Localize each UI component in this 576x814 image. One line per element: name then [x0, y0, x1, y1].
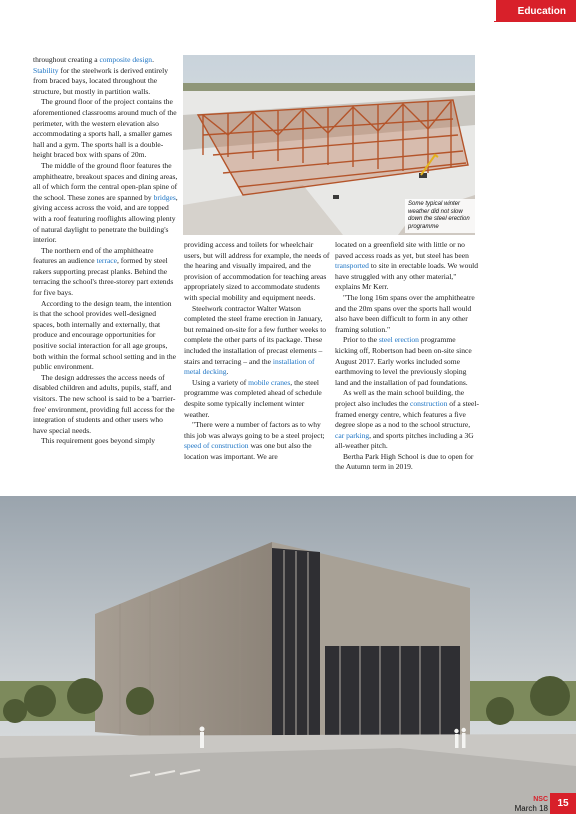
paragraph-text: , giving access across the void, and are topped with a roof featuring rooflights allowing plenty of natural daylight to penetrate the building's interior. [33, 192, 178, 245]
article-paragraph [33, 299, 178, 373]
footer-text [515, 796, 548, 813]
page-number: 15 [550, 793, 576, 814]
article-paragraph [335, 293, 480, 335]
paragraph-text: was one but also the location was important. We are [184, 441, 312, 461]
inline-link[interactable]: mobile cranes [248, 377, 291, 387]
article-paragraph [33, 436, 178, 447]
article-paragraph [33, 161, 178, 246]
paragraph-text: Bertha Park High School is due to open for the Autumn term in 2019. [335, 451, 474, 472]
paragraph-text: Steelwork contractor Walter Watson completed the steel frame erection in January, but remained on-site for a few further weeks to complete the other parts of its package. These included the installation of precast elements – stairs and terracing – and the [184, 303, 327, 366]
section-label: Education [517, 6, 566, 17]
paragraph-text: , and sports pitches including a 3G all-weather pitch. [335, 430, 474, 451]
paragraph-text: Using a variety of [192, 377, 249, 387]
article-paragraph [33, 373, 178, 437]
inline-link[interactable]: car parking [335, 430, 370, 440]
article-paragraph [33, 66, 178, 98]
paragraph-text: The middle of the ground floor features the amphitheatre, breakout spaces and dining areas, all of which form the central open-plan spine of the school. These zones are spanned by [33, 160, 178, 202]
paragraph-text: The northern end of the amphitheatre features an audience [33, 245, 154, 266]
inline-link[interactable]: transported [335, 261, 369, 271]
article-paragraph [184, 304, 330, 378]
paragraph-text: located on a greenfield site with little or no paved access roads as yet, but steel has been [335, 240, 469, 260]
school-render-photo [0, 496, 576, 814]
paragraph-text: According to the design team, the intention is that the school provides well-designed spaces, both internally and externally, that produce and encourage opportunities for positive social interaction for all age groups, both within the formal school setting and in the public environment. [33, 298, 176, 372]
article-paragraph [33, 246, 178, 299]
article-paragraph [335, 452, 480, 473]
inline-link[interactable]: composite design [99, 55, 153, 64]
article-paragraph [33, 97, 178, 161]
inline-link[interactable]: steel erection [378, 335, 419, 345]
paragraph-text: to site in erectable loads. We would have struggled with any other material," explains Mr Kerr. [335, 261, 479, 292]
inline-link[interactable]: installation of metal decking [184, 356, 315, 377]
paragraph-text: for the steelwork is derived entirely from braced bays, located throughout the structure, but mostly in partition walls. [33, 65, 168, 96]
issue-date: March 18 [514, 803, 548, 813]
article-column-3 [335, 240, 480, 473]
article-paragraph [335, 388, 480, 452]
article-paragraph [184, 378, 330, 420]
paragraph-text: throughout creating a [33, 55, 100, 64]
photo-caption: Some typical winter weather did not slow down the steel erection programme [405, 199, 475, 233]
page-footer [502, 793, 576, 814]
paragraph-text: "The long 16m spans over the amphitheatre and the 20m spans over the sports hall would also have been difficult to form in any other framing solution." [335, 292, 475, 334]
paragraph-text: providing access and toilets for wheelchair users, but will address for example, the needs of the hearing and visually impaired, and the provision of accommodation for teaching areas appropriately sized to accommodate students with special mobility and equipment needs. [184, 240, 330, 302]
paragraph-text: programme kicking off, Robertson had been on-site since August 2017. Early works included some earthmoving to level the previously sloping land and the installation of pad foundations. [335, 335, 472, 387]
inline-link[interactable]: bridges [153, 192, 176, 202]
paragraph-text: Prior to the [343, 335, 379, 345]
paragraph-text: , formed by steel rakers supporting precast planks. Behind the terracing the school's three-storey part extends for five bays. [33, 256, 174, 298]
paragraph-text: of a steel-framed energy centre, which features a five degree slope as a nod to the school structure, [335, 398, 479, 430]
inline-link[interactable]: construction [410, 398, 448, 408]
paragraph-text: The design addresses the access needs of disabled children and adults, pupils, staff, and visitors. The new school is said to be a 'barrier-free' environment, providing full access for the integration of students and other users who have special needs. [33, 372, 176, 435]
article-paragraph [335, 335, 480, 388]
paragraph-text: The ground floor of the project contains the aforementioned classrooms around much of the perimeter, with the western elevation also accommodating a sports hall, a smaller games hall and a gym. The sports hall is a double-height braced box with spans of 20m. [33, 97, 177, 160]
header-rule [494, 21, 576, 22]
article-column-2 [184, 240, 330, 462]
paragraph-text: , the steel programme was completed ahead of schedule despite some typically inclement winter weather. [184, 377, 322, 419]
article-paragraph [335, 240, 480, 293]
school-building-illustration [0, 496, 576, 814]
section-tab [496, 0, 576, 22]
magazine-name: NSC [533, 796, 548, 803]
paragraph-text: As well as the main school building, the project also includes the [335, 388, 465, 408]
article-paragraph [33, 55, 178, 66]
paragraph-text: "There were a number of factors as to why this job was always going to be a steel project; [184, 420, 325, 440]
article-paragraph [184, 240, 330, 304]
article-paragraph [184, 420, 330, 462]
inline-link[interactable]: Stability [33, 65, 59, 75]
inline-link[interactable]: speed of construction [184, 441, 249, 451]
inline-link[interactable]: terrace [96, 256, 118, 266]
paragraph-text: . [226, 367, 229, 377]
article-column-1 [33, 55, 178, 447]
paragraph-text: This requirement goes beyond simply [41, 436, 156, 446]
paragraph-text: . [152, 55, 154, 64]
